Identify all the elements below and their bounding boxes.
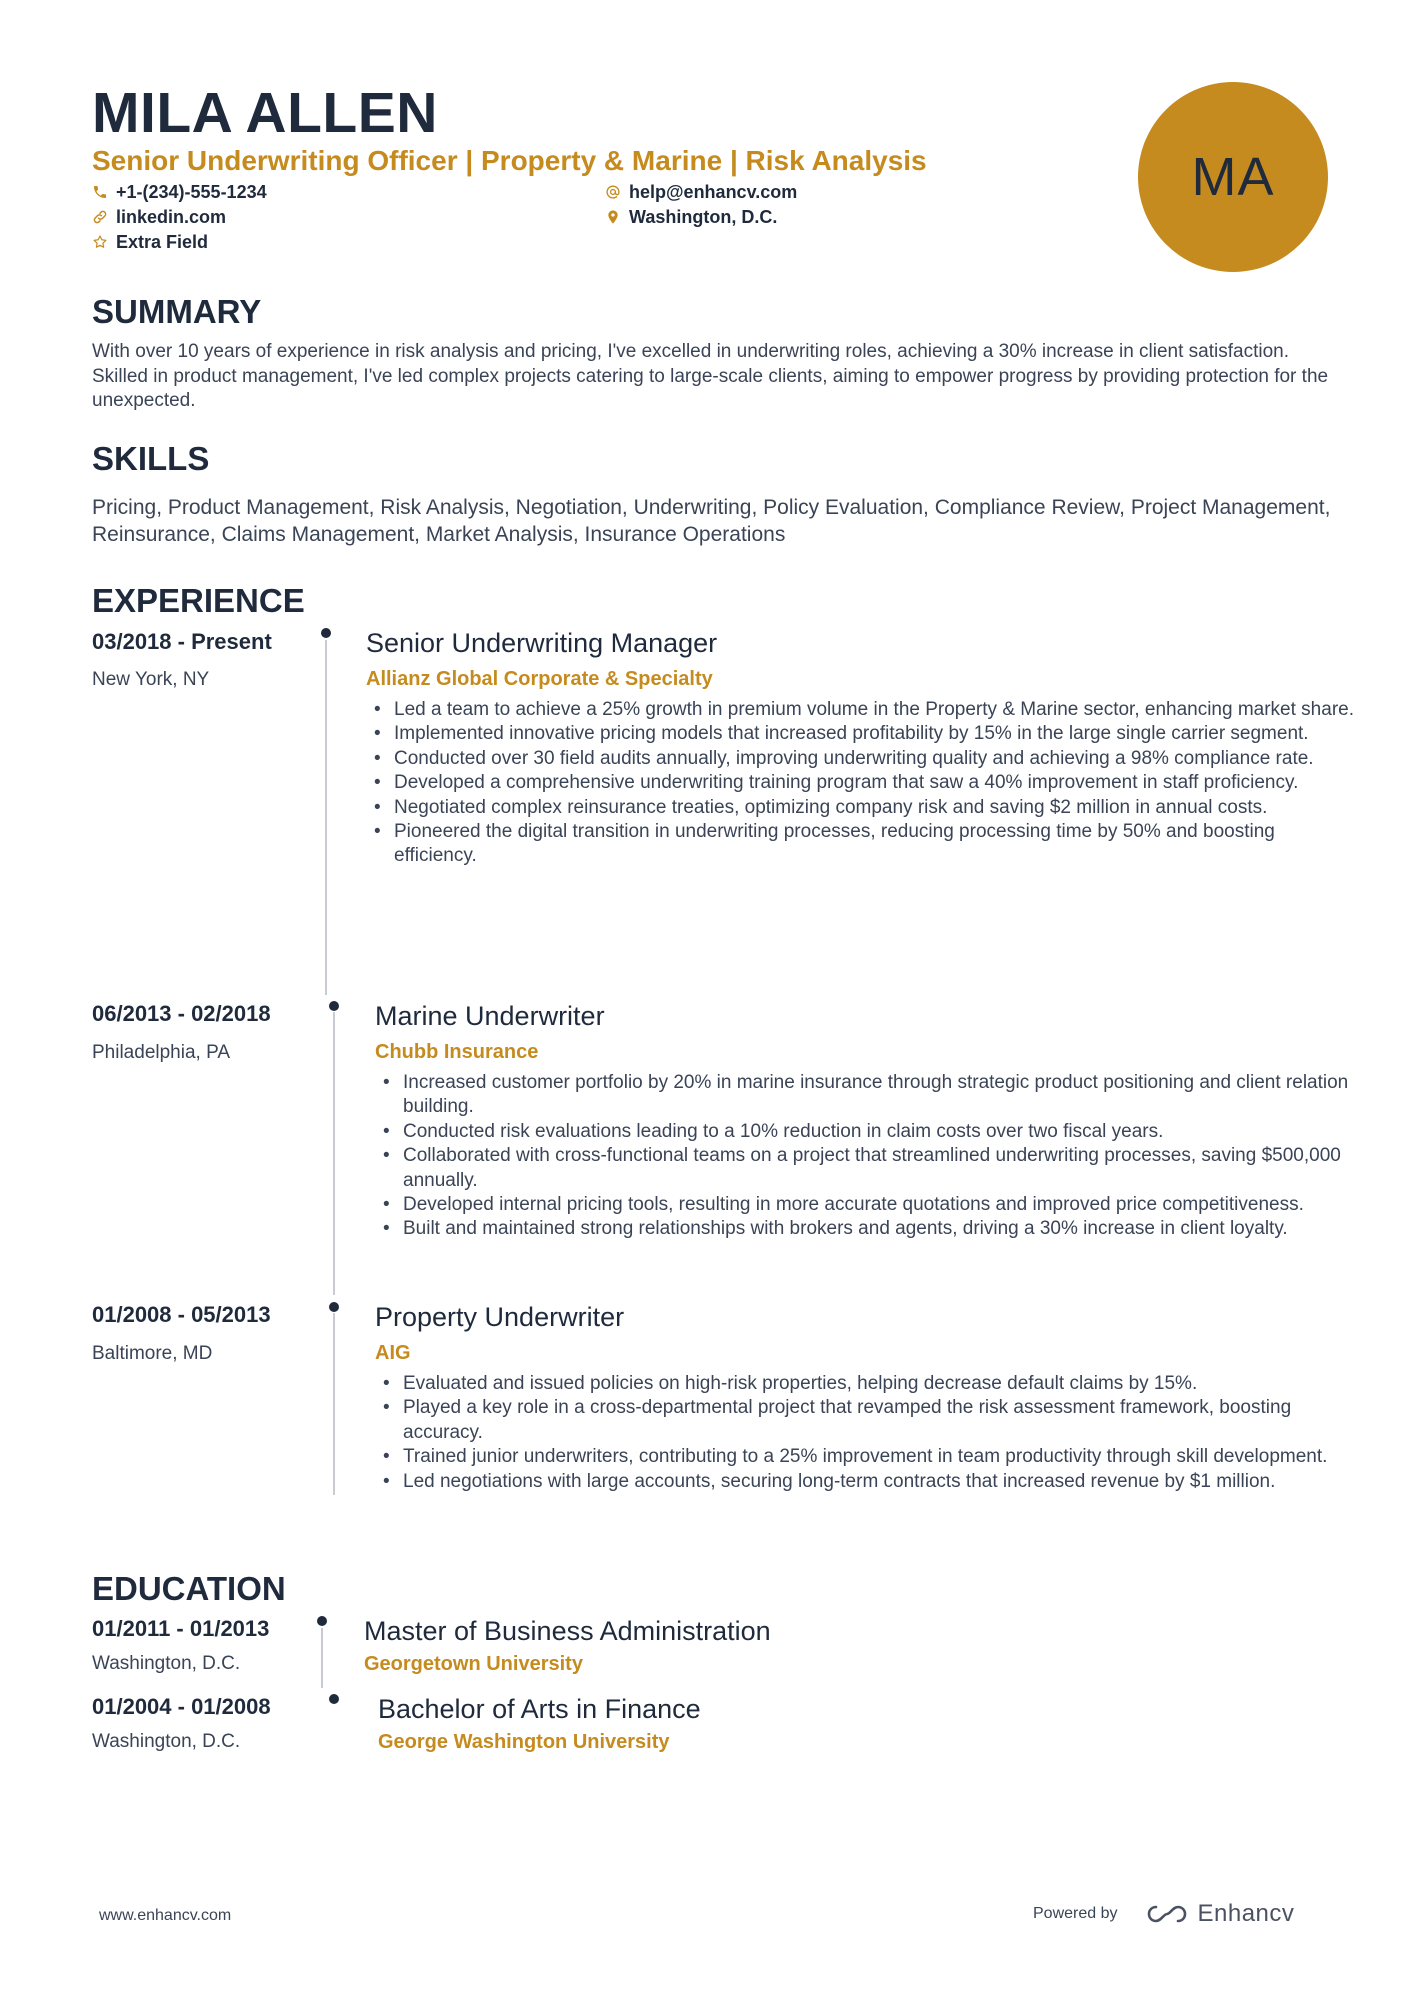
at-sign-icon	[605, 184, 621, 200]
job-title: Property Underwriter	[375, 1302, 625, 1332]
timeline-dot	[317, 1616, 327, 1626]
contact-linkedin[interactable]	[92, 205, 226, 229]
job-bullets	[378, 1071, 1358, 1242]
job-title: Senior Underwriting Manager	[366, 628, 718, 658]
list-item: • Led negotiations with large accounts, securing long-term contracts that increased revenue by $1 million.	[403, 1470, 1358, 1494]
list-item: • Negotiated complex reinsurance treaties, optimizing company risk and saving $2 million in annual costs.	[394, 796, 1354, 820]
job-dates: 06/2013 - 02/2018	[92, 1001, 271, 1026]
email-text: help@enhancv.com	[629, 182, 798, 202]
avatar	[1138, 82, 1328, 272]
link-icon	[92, 209, 108, 225]
job-company: AIG	[375, 1342, 411, 1364]
education-location: Washington, D.C.	[92, 1731, 241, 1752]
list-item: • Trained junior underwriters, contributing to a 25% improvement in team productivity through skill development.	[403, 1445, 1358, 1469]
timeline-dot	[321, 628, 331, 638]
infinity-logo-icon	[1144, 1902, 1190, 1926]
contact-location	[605, 205, 777, 229]
education-school: Georgetown University	[364, 1653, 583, 1675]
job-location: New York, NY	[92, 669, 210, 690]
skills-title: SKILLS	[92, 440, 210, 477]
avatar-initials: MA	[1191, 147, 1275, 207]
extra-text: Extra Field	[116, 232, 209, 252]
list-item: • Conducted over 30 field audits annually, improving underwriting quality and achieving a 98% compliance rate.	[394, 747, 1354, 771]
education-dates: 01/2004 - 01/2008	[92, 1694, 271, 1719]
list-item: • Conducted risk evaluations leading to a 10% reduction in claim costs over two fiscal years.	[403, 1120, 1358, 1144]
phone-icon	[92, 184, 108, 200]
footer-branding[interactable]	[1033, 1900, 1294, 1928]
list-item: • Increased customer portfolio by 20% in marine insurance through strategic product positioning and client relation building.	[403, 1071, 1358, 1120]
list-item: • Developed a comprehensive underwriting training program that saw a 40% improvement in staff proficiency.	[394, 771, 1354, 795]
list-item: • Developed internal pricing tools, resulting in more accurate quotations and improved price competitiveness.	[403, 1193, 1358, 1217]
contact-phone[interactable]	[92, 180, 267, 204]
timeline-dot	[329, 1302, 339, 1312]
summary-title: SUMMARY	[92, 293, 262, 330]
location-pin-icon	[605, 209, 621, 225]
summary-text: With over 10 years of experience in risk analysis and pricing, I've excelled in underwriting roles, achieving a 30% increase in client satisfaction. Skilled in product management, I've led complex projects catering to large-scale clients, aiming to empower progress by providing protection for the unexpected.	[92, 341, 1329, 411]
list-item: • Led a team to achieve a 25% growth in premium volume in the Property & Marine sector, enhancing market share.	[394, 698, 1354, 722]
brand-name: Enhancv	[1197, 1900, 1295, 1927]
job-company: Allianz Global Corporate & Specialty	[366, 668, 713, 690]
education-title: EDUCATION	[92, 1570, 286, 1607]
candidate-name: MILA ALLEN	[92, 81, 438, 145]
job-title: Marine Underwriter	[375, 1001, 605, 1031]
job-dates: 03/2018 - Present	[92, 629, 272, 654]
education-school: George Washington University	[378, 1731, 670, 1753]
job-bullets	[378, 1372, 1358, 1494]
education-degree: Bachelor of Arts in Finance	[378, 1694, 701, 1724]
timeline-line	[333, 1313, 335, 1495]
timeline-line	[333, 1012, 335, 1295]
timeline-line	[321, 1628, 323, 1688]
job-dates: 01/2008 - 05/2013	[92, 1302, 271, 1327]
contact-extra	[92, 230, 208, 254]
experience-title: EXPERIENCE	[92, 582, 305, 619]
education-location: Washington, D.C.	[92, 1653, 241, 1674]
linkedin-text: linkedin.com	[116, 207, 227, 227]
list-item: • Played a key role in a cross-departmental project that revamped the risk assessment framework, boosting accuracy.	[403, 1396, 1358, 1445]
timeline-dot	[329, 1001, 339, 1011]
powered-by-label: Powered by	[1033, 1905, 1118, 1922]
list-item: • Implemented innovative pricing models that increased profitability by 15% in the large single carrier segment.	[394, 722, 1354, 746]
timeline-line	[325, 640, 327, 995]
footer-website[interactable]: www.enhancv.com	[99, 1907, 232, 1924]
list-item: • Collaborated with cross-functional teams on a project that streamlined underwriting processes, saving $500,000 annually.	[403, 1144, 1358, 1193]
candidate-headline: Senior Underwriting Officer | Property & Marine | Risk Analysis	[92, 145, 927, 176]
timeline-dot	[329, 1694, 339, 1704]
job-location: Baltimore, MD	[92, 1343, 213, 1364]
job-company: Chubb Insurance	[375, 1041, 539, 1063]
location-text: Washington, D.C.	[629, 207, 778, 227]
list-item: • Evaluated and issued policies on high-risk properties, helping decrease default claims by 15%.	[403, 1372, 1358, 1396]
list-item: • Built and maintained strong relationships with brokers and agents, driving a 30% increase in client loyalty.	[403, 1217, 1358, 1241]
contact-email[interactable]	[605, 180, 797, 204]
star-icon	[92, 234, 108, 250]
job-bullets	[369, 698, 1354, 869]
job-location: Philadelphia, PA	[92, 1042, 231, 1063]
list-item: • Pioneered the digital transition in underwriting processes, reducing processing time by 50% and boosting efficiency.	[394, 820, 1354, 869]
phone-text: +1-(234)-555-1234	[116, 182, 267, 202]
education-dates: 01/2011 - 01/2013	[92, 1616, 270, 1641]
skills-text: Pricing, Product Management, Risk Analysis, Negotiation, Underwriting, Policy Evaluation, Compliance Review, Project Management, Reinsurance, Claims Management, Market Analysis, Insurance Operations	[92, 496, 1331, 546]
education-degree: Master of Business Administration	[364, 1616, 771, 1646]
